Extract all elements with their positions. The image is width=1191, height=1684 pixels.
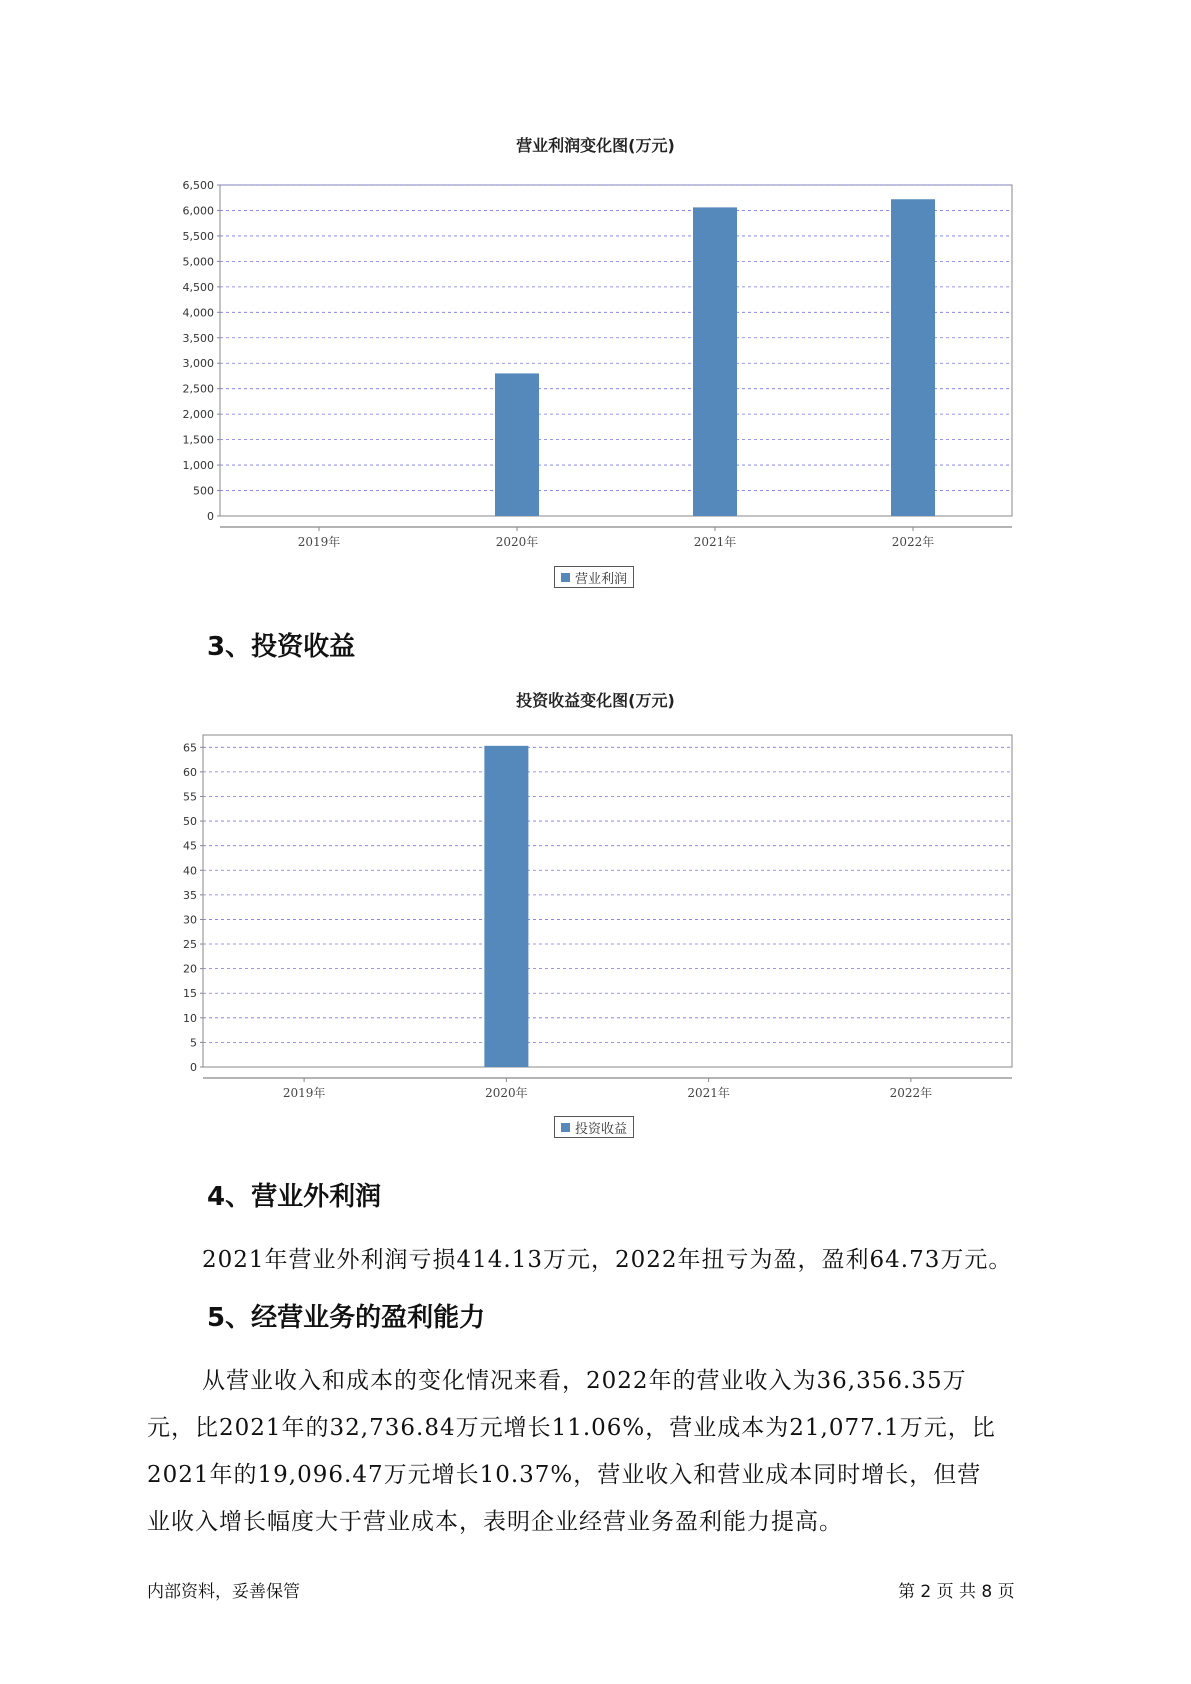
chart1-ytick-label: 3,000 [182,357,214,371]
chart2-legend [554,1116,634,1138]
chart1-xtick-label: 2022年 [891,535,935,549]
section-4-title: 4、营业外利润 [207,1182,382,1212]
chart1-xtick-label: 2019年 [297,535,341,549]
chart1-ytick-label: 4,500 [182,280,214,294]
chart1-ytick-label: 2,000 [182,408,214,422]
chart1-ytick-label: 0 [207,510,214,523]
chart2-ytick-label: 10 [183,1011,197,1025]
chart2-ytick-label: 40 [183,864,197,878]
chart1-title: 营业利润变化图(万元) [516,136,675,155]
chart2-ytick-label: 50 [183,815,197,829]
chart2-xtick-label: 2021年 [687,1086,730,1100]
section-5-line-3: 2021年的19,096.47万元增长10.37%，营业收入和营业成本同时增长，但营 [147,1462,982,1488]
chart2-plot-frame [203,735,1012,1067]
chart2-ytick-label: 30 [183,913,197,927]
chart2-ytick-label: 0 [190,1061,197,1074]
footer-page-number: 第 2 页 共 8 页 [898,1582,1015,1602]
chart2-legend-swatch [561,1123,570,1132]
chart2-bar [484,746,528,1067]
chart2-xtick-label: 2022年 [889,1086,933,1100]
chart1-ytick-label: 6,500 [182,179,214,192]
chart1-legend-label: 营业利润 [575,571,628,587]
chart2-ytick-label: 25 [183,938,197,952]
chart1-ytick-label: 1,000 [182,459,214,473]
chart1-ytick-label: 5,500 [182,229,214,243]
chart2-ytick-label: 45 [183,839,197,853]
chart1-ytick-label: 3,500 [182,331,214,345]
chart2-ytick-label: 60 [183,765,197,779]
chart2-title: 投资收益变化图(万元) [516,691,675,710]
chart2-ytick-label: 20 [183,962,197,976]
section-5-line-1: 从营业收入和成本的变化情况来看，2022年的营业收入为36,356.35万 [202,1368,967,1394]
section-3-title: 3、投资收益 [207,632,356,662]
chart1-ytick-label: 1,500 [182,433,214,447]
chart1-ytick-label: 6,000 [182,204,214,218]
chart2-xtick-label: 2019年 [282,1086,326,1100]
chart2-ytick-label: 15 [183,987,197,1001]
chart2-legend-label: 投资收益 [575,1121,628,1137]
chart2-ytick-label: 55 [183,790,197,804]
chart1-ytick-label: 500 [193,484,214,498]
section-5-line-4: 业收入增长幅度大于营业成本，表明企业经营业务盈利能力提高。 [147,1509,843,1535]
chart2-ytick-label: 65 [183,741,197,755]
footer-notice: 内部资料，妥善保管 [147,1582,300,1602]
chart2-xtick-label: 2020年 [485,1086,528,1100]
chart1-ytick-label: 4,000 [182,306,214,320]
chart2-ytick-label: 5 [190,1036,197,1050]
section-5-line-2: 元，比2021年的32,736.84万元增长11.06%，营业成本为21,077.1万元，比 [147,1415,996,1441]
chart1-ytick-label: 2,500 [182,382,214,396]
chart1-ytick-label: 5,000 [182,255,214,269]
chart2-ytick-label: 35 [183,888,197,902]
section-4-text: 2021年营业外利润亏损414.13万元，2022年扭亏为盈，盈利64.73万元。 [202,1247,1013,1273]
chart1-xtick-label: 2021年 [693,535,737,549]
chart1-xtick-label: 2020年 [495,535,539,549]
section-5-title: 5、经营业务的盈利能力 [207,1303,486,1333]
